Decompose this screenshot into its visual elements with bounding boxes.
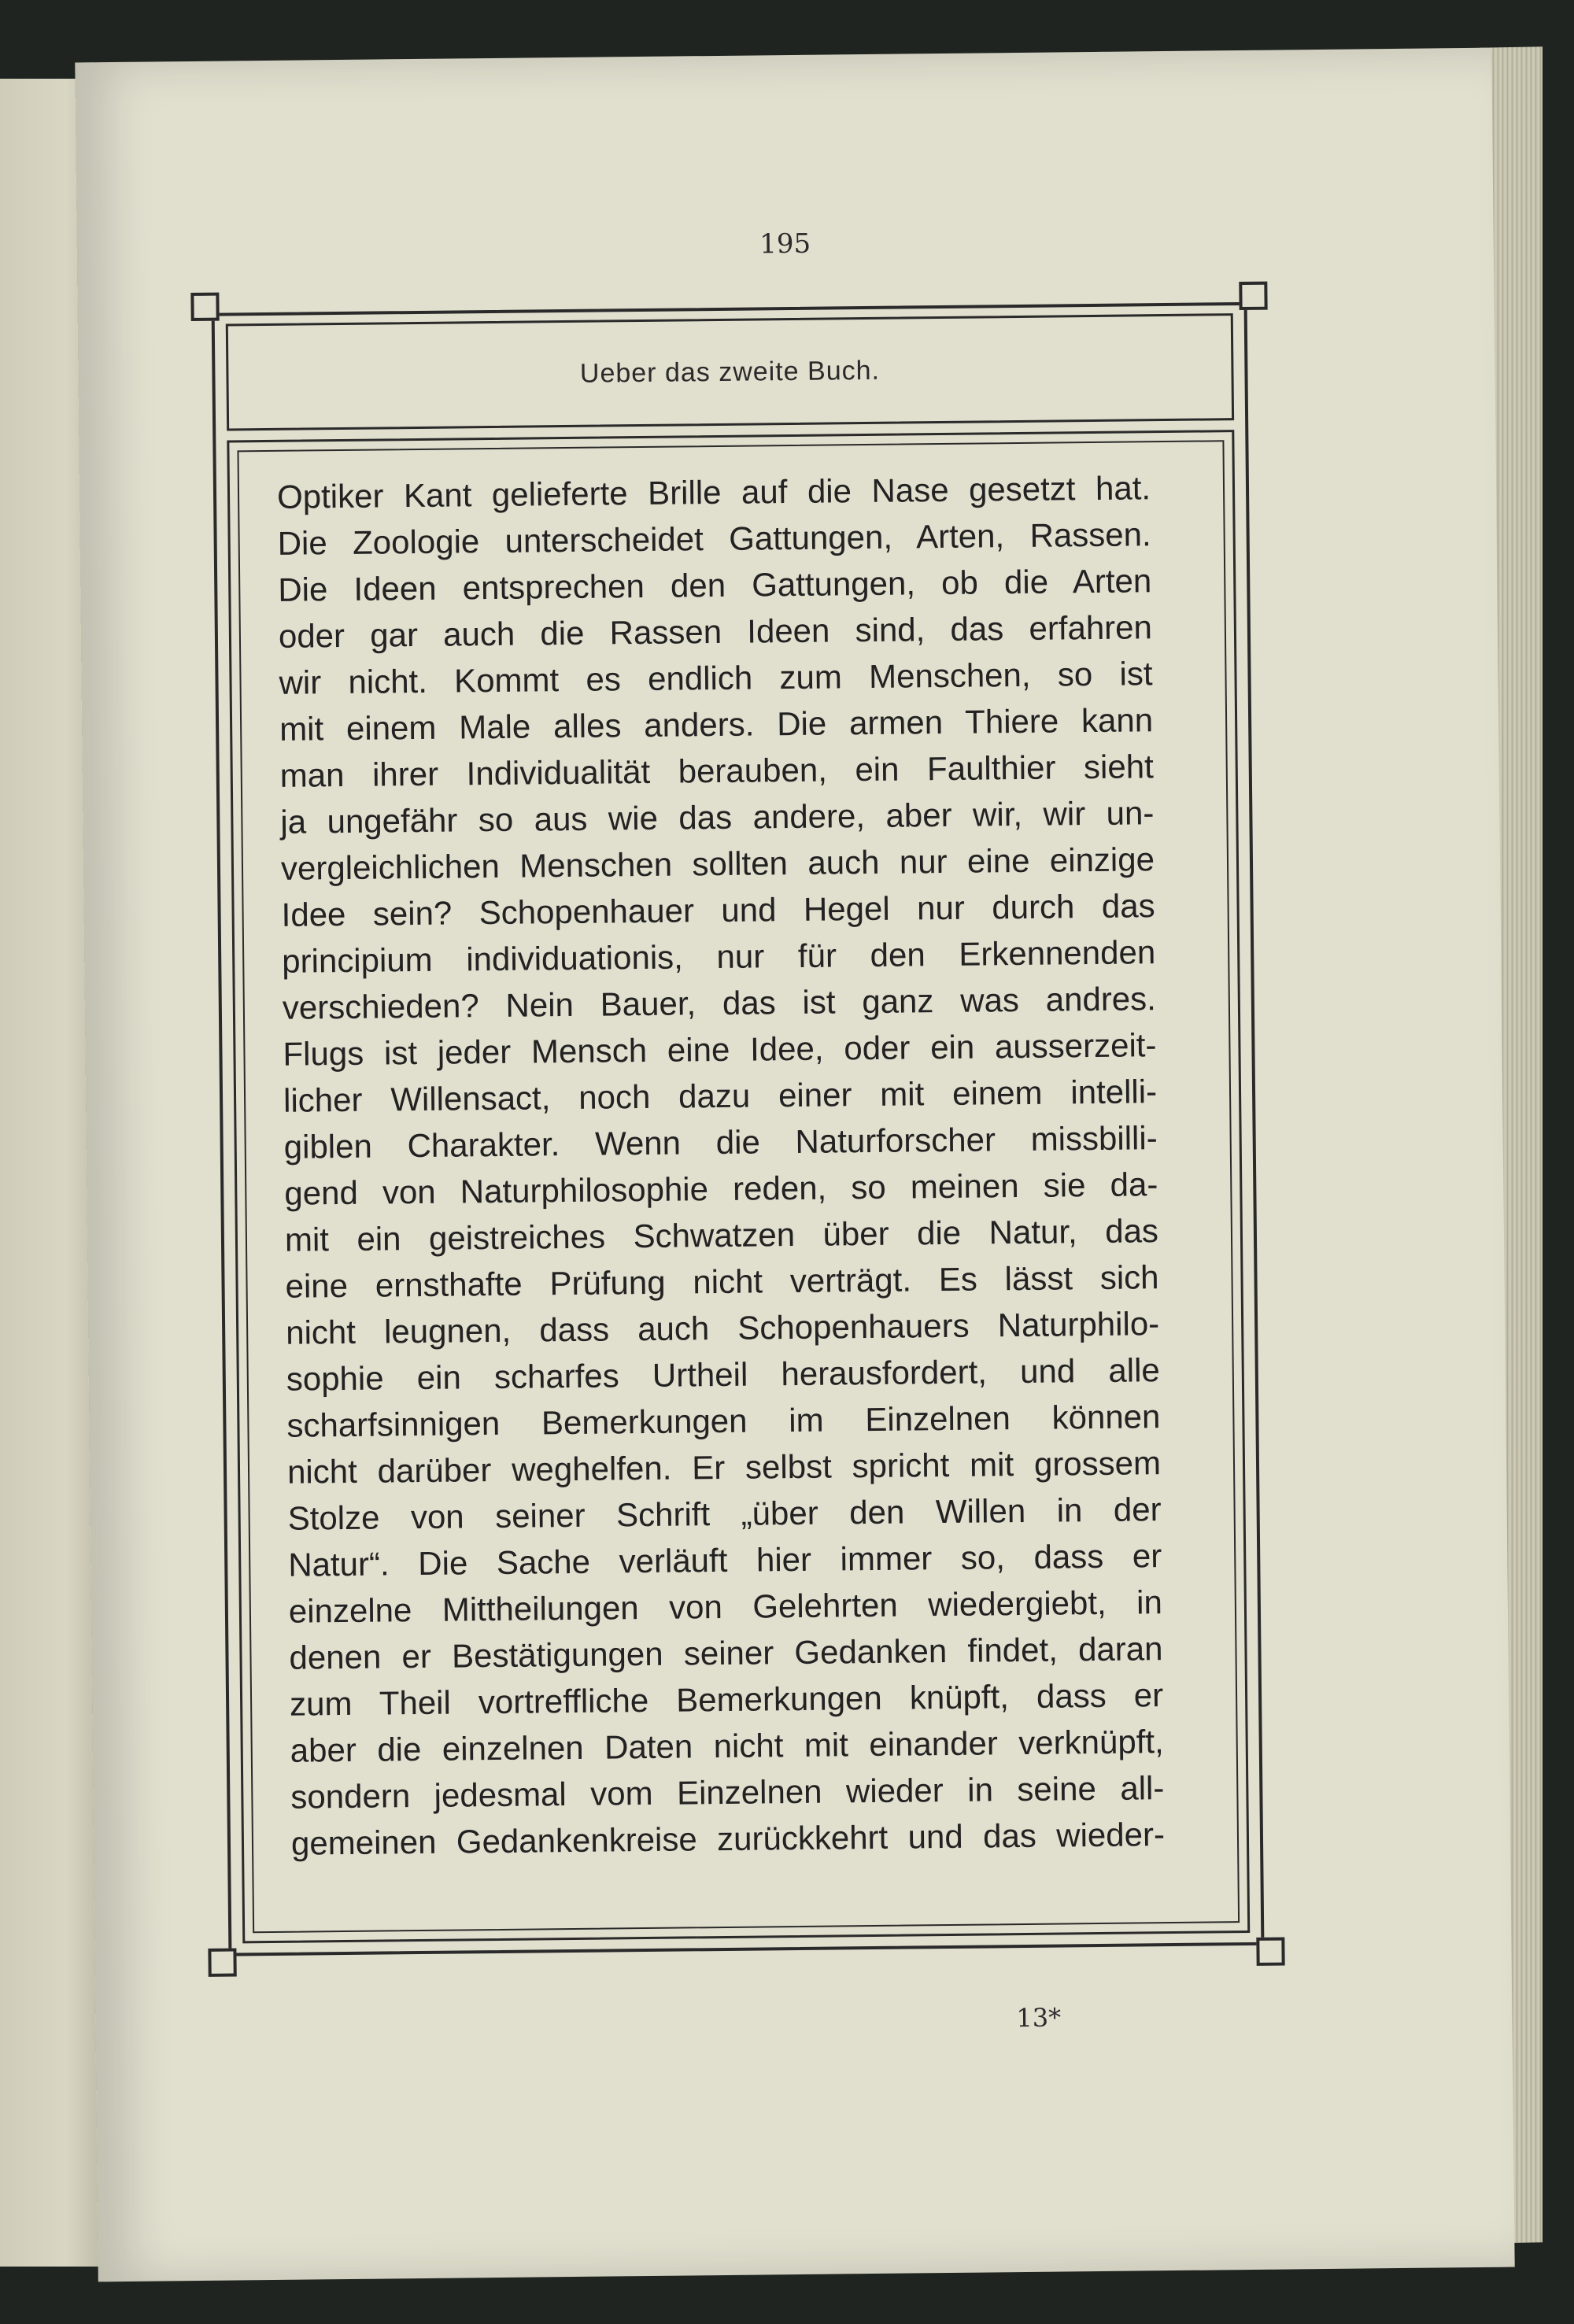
text-line: zum Theil vortreffliche Bemerkungen knüpft, dass er (289, 1676, 1164, 1723)
text-line: Optiker Kant gelieferte Brille auf die Nase gesetzt hat. (276, 469, 1151, 515)
frame-corner-square (190, 293, 219, 321)
text-line: mit ein geistreiches Schwatzen über die Natur, das (284, 1212, 1159, 1258)
text-line: Die Ideen entsprechen den Gattungen, ob die Arten (278, 562, 1152, 608)
text-line: giblen Charakter. Wenn die Naturforscher missbilli- (283, 1119, 1158, 1166)
text-line: licher Willensact, noch dazu einer mit einem intelli- (283, 1073, 1158, 1119)
text-line: Stolze von seiner Schrift „über den Willen in der (287, 1491, 1162, 1537)
text-line: Die Zoologie unterscheidet Gattungen, Arten, Rassen. (277, 515, 1151, 562)
text-line: sondern jedesmal vom Einzelnen wieder in seine all- (290, 1769, 1165, 1816)
text-line: sophie ein scharfes Urtheil herausfordert, und alle (286, 1351, 1161, 1398)
text-line: aber die einzelnen Daten nicht mit einander verknüpft, (290, 1723, 1164, 1769)
text-line: principium individuationis, nur für den Erkennenden (282, 933, 1156, 980)
text-line: oder gar auch die Rassen Ideen sind, das erfahren (278, 608, 1153, 655)
text-line: mit einem Male alles anders. Die armen Thiere kann (279, 701, 1154, 748)
text-line: man ihrer Individualität berauben, ein Faulthier sieht (279, 748, 1154, 794)
signature-mark: 13* (1016, 2002, 1062, 2034)
text-line: gend von Naturphilosophie reden, so meinen sie da- (284, 1166, 1158, 1212)
frame-corner-square (208, 1948, 236, 1976)
text-line: einzelne Mittheilungen von Gelehrten wiedergiebt, in (288, 1583, 1163, 1630)
text-line: nicht leugnen, dass auch Schopenhauers Naturphilo- (285, 1305, 1160, 1351)
text-line: eine ernsthafte Prüfung nicht verträgt. Es lässt sich (285, 1258, 1159, 1305)
book-page (75, 48, 1514, 2282)
text-line: nicht darüber weghelfen. Er selbst spricht mit grossem (286, 1444, 1162, 1491)
text-line: gemeinen Gedankenkreise zurückkehrt und das wieder- (290, 1816, 1166, 1862)
frame-corner-square (1239, 282, 1267, 310)
text-frame (227, 430, 1250, 1943)
frame-corner-square (1256, 1938, 1284, 1966)
text-line: scharfsinnigen Bemerkungen im Einzelnen können (286, 1398, 1161, 1444)
text-line: Idee sein? Schopenhauer und Hegel nur durch das (281, 887, 1155, 933)
text-line: denen er Bestätigungen seiner Gedanken findet, daran (289, 1630, 1163, 1676)
body-text (277, 464, 1165, 1867)
running-header: Ueber das zweite Buch. (226, 313, 1234, 430)
text-line: Natur“. Die Sache verläuft hier immer so, dass er (288, 1537, 1162, 1583)
text-line: ja ungefähr so aus wie das andere, aber wir, wir un- (280, 794, 1155, 841)
ornamental-frame (212, 302, 1265, 1956)
text-line: Flugs ist jeder Mensch eine Idee, oder ein ausserzeit- (283, 1026, 1157, 1073)
text-line: verschieden? Nein Bauer, das ist ganz was andres. (282, 980, 1157, 1026)
page-number: 195 (759, 227, 811, 260)
text-line: wir nicht. Kommt es endlich zum Menschen, so ist (279, 655, 1153, 701)
text-line: vergleichlichen Menschen sollten auch nur eine einzige (280, 841, 1155, 887)
